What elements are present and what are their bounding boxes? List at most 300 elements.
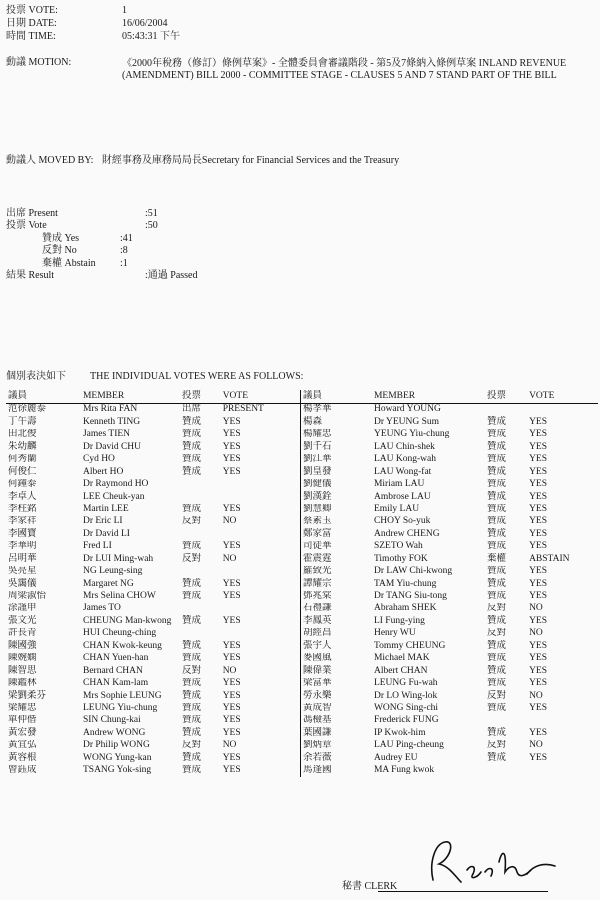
member-v1: 贊成 — [486, 503, 506, 514]
member-cn: 丁午壽 — [8, 416, 37, 427]
member-v1: 贊成 — [486, 578, 506, 589]
member-en: CHAN Kam-lam — [82, 678, 149, 689]
member-en: LAU Chin-shek — [373, 441, 435, 452]
member-v1: 贊成 — [181, 441, 201, 452]
member-v2: YES — [529, 752, 548, 763]
member-v2: YES — [529, 591, 548, 602]
votes-right-body — [301, 404, 599, 778]
table-row — [6, 690, 300, 702]
date-label: 日期 DATE: — [6, 18, 57, 29]
member-v1: 贊成 — [486, 653, 506, 664]
member-v1: 贊成 — [181, 578, 201, 589]
col-vote-en: VOTE — [221, 390, 300, 404]
member-cn: 陳婉嫻 — [8, 653, 37, 664]
member-en: Bernard CHAN — [82, 665, 143, 676]
col-vote-en: VOTE — [527, 390, 598, 404]
member-en: Mrs Rita FAN — [82, 404, 138, 415]
table-row — [6, 441, 300, 453]
member-v1: 贊成 — [181, 715, 201, 726]
member-v1: 贊成 — [181, 640, 201, 651]
member-en: LEE Cheuk-yan — [82, 491, 145, 502]
table-row — [301, 591, 599, 603]
member-v2: YES — [529, 566, 548, 577]
member-cn: 張宇人 — [303, 640, 332, 651]
member-cn: 吳亮星 — [8, 566, 37, 577]
member-v2: YES — [222, 454, 241, 465]
member-en: Howard YOUNG — [373, 404, 441, 415]
moved-by-value: 財經事務及庫務局局長Secretary for Financial Services and the Treasury — [101, 155, 400, 166]
motion-text: 《2000年稅務（修訂）條例草案》- 全體委員會審議階段 - 第5及7條納入條例草案 INLAND REVENUE (AMENDMENT) BILL 2000 - COMMITTEE STAGE - CLAUSES 5 AND 7 STAND PART OF THE BILL — [122, 58, 567, 81]
member-v1: 贊成 — [181, 765, 201, 776]
member-cn: 梁富華 — [303, 678, 332, 689]
table-row — [6, 752, 300, 764]
member-v2: ABSTAIN — [529, 553, 570, 564]
member-v1: 贊成 — [181, 653, 201, 664]
member-v1: 出席 — [181, 404, 201, 415]
member-cn: 劉炳章 — [303, 740, 332, 751]
member-cn: 單仲偕 — [8, 715, 37, 726]
member-v2: YES — [529, 479, 548, 490]
table-row — [301, 690, 599, 702]
member-v2: YES — [529, 702, 548, 713]
member-cn: 勞永樂 — [303, 690, 332, 701]
table-row — [6, 454, 300, 466]
member-v1: 贊成 — [486, 541, 506, 552]
table-row — [6, 740, 300, 752]
date-header — [0, 19, 600, 29]
member-cn: 吳靄儀 — [8, 578, 37, 589]
clerk-signature — [415, 832, 565, 892]
member-v2: YES — [222, 416, 241, 427]
member-en: Dr Philip WONG — [82, 740, 150, 751]
member-v2: NO — [222, 740, 237, 751]
member-v2: YES — [529, 441, 548, 452]
member-cn: 鄭家富 — [303, 528, 332, 539]
member-v2: YES — [222, 678, 241, 689]
member-v2: NO — [529, 603, 543, 614]
member-cn: 鄧兆棠 — [303, 591, 332, 602]
table-row — [6, 765, 300, 777]
member-v2: YES — [222, 640, 241, 651]
member-v2: YES — [529, 528, 548, 539]
table-row — [6, 715, 300, 727]
member-en: Albert CHAN — [373, 665, 428, 676]
member-en: Margaret NG — [82, 578, 134, 589]
member-v1: 贊成 — [486, 441, 506, 452]
member-v1: 贊成 — [181, 752, 201, 763]
individual-votes-en: THE INDIVIDUAL VOTES WERE AS FOLLOWS: — [90, 371, 304, 382]
member-cn: 黃宏發 — [8, 727, 37, 738]
member-en: LEUNG Yiu-chung — [82, 702, 158, 713]
member-v1: 贊成 — [486, 528, 506, 539]
member-v1: 贊成 — [486, 752, 506, 763]
member-v1 — [485, 715, 527, 727]
table-row — [301, 566, 599, 578]
member-en: MA Fung kwok — [373, 765, 435, 776]
table-row — [6, 615, 300, 627]
member-cn: 許長青 — [8, 628, 37, 639]
member-v1: 贊成 — [181, 429, 201, 440]
member-en: James TIEN — [82, 429, 131, 440]
member-en: Audrey EU — [373, 752, 418, 763]
vote-header — [0, 6, 600, 16]
member-cn: 麥國風 — [303, 653, 332, 664]
member-en: James TO — [82, 603, 121, 614]
table-row — [6, 566, 300, 578]
member-v2: YES — [222, 727, 241, 738]
member-v1: 贊成 — [486, 615, 506, 626]
table-row — [301, 504, 599, 516]
table-row — [6, 628, 300, 640]
member-cn: 劉慧卿 — [303, 503, 332, 514]
member-cn: 黃宜弘 — [8, 740, 37, 751]
member-v2 — [221, 628, 300, 640]
member-v2: YES — [222, 752, 241, 763]
table-row — [301, 765, 599, 777]
member-cn: 涂謹申 — [8, 603, 37, 614]
member-v2: YES — [222, 441, 241, 452]
member-en: IP Kwok-him — [373, 727, 426, 738]
member-v1: 贊成 — [486, 678, 506, 689]
time-label: 時間 TIME: — [6, 31, 56, 42]
member-v1: 反對 — [181, 553, 201, 564]
member-cn: 馬逢國 — [303, 765, 332, 776]
abstain-label: 棄權 Abstain — [42, 258, 96, 269]
member-en: Dr LUI Ming-wah — [82, 553, 154, 564]
member-v1 — [180, 566, 221, 578]
member-v2 — [527, 715, 598, 727]
votes-table-left — [6, 390, 300, 777]
member-v2: YES — [529, 466, 548, 477]
member-cn: 李家祥 — [8, 516, 37, 527]
table-row — [6, 653, 300, 665]
member-cn: 李卓人 — [8, 491, 37, 502]
member-v1: 贊成 — [486, 566, 506, 577]
table-row — [6, 703, 300, 715]
member-en: Dr LAW Chi-kwong — [373, 566, 453, 577]
member-en: Mrs Selina CHOW — [82, 591, 156, 602]
member-v2: YES — [222, 591, 241, 602]
table-header-row — [6, 390, 300, 404]
member-cn: 羅致光 — [303, 566, 332, 577]
member-cn: 呂明華 — [8, 553, 37, 564]
member-en: Tommy CHEUNG — [373, 640, 446, 651]
member-en: Emily LAU — [373, 503, 420, 514]
member-en: CHOY So-yuk — [373, 516, 431, 527]
member-en: Abraham SHEK — [373, 603, 437, 614]
member-v1: 反對 — [486, 690, 506, 701]
member-en: Michael MAK — [373, 653, 430, 664]
vote-number-label: 投票 VOTE: — [6, 5, 58, 16]
member-cn: 陳偉業 — [303, 665, 332, 676]
member-v2: YES — [529, 640, 548, 651]
member-cn: 黃容根 — [8, 752, 37, 763]
member-v1: 贊成 — [181, 615, 201, 626]
table-row — [6, 553, 300, 565]
member-cn: 胡經昌 — [303, 628, 332, 639]
table-row — [301, 553, 599, 565]
member-v1 — [180, 528, 221, 540]
individual-votes-heading — [6, 372, 406, 382]
table-row — [301, 678, 599, 690]
member-v1: 贊成 — [486, 727, 506, 738]
member-en: LAU Kong-wah — [373, 454, 436, 465]
member-en: Dr David CHU — [82, 441, 142, 452]
member-v2: YES — [222, 503, 241, 514]
time-header — [0, 32, 600, 42]
member-v2: PRESENT — [222, 404, 264, 415]
member-v1: 棄權 — [486, 553, 506, 564]
member-v1 — [485, 404, 527, 417]
member-cn: 陳國強 — [8, 640, 37, 651]
member-cn: 霍震霆 — [303, 553, 332, 564]
member-cn: 譚耀宗 — [303, 578, 332, 589]
table-row — [301, 703, 599, 715]
clerk-signature-line — [378, 891, 548, 892]
member-v1: 贊成 — [486, 702, 506, 713]
no-label: 反對 No — [42, 245, 77, 256]
result-label: 結果 Result — [6, 270, 55, 281]
member-en: Martin LEE — [82, 503, 129, 514]
table-row — [301, 603, 599, 615]
member-cn: 馮檢基 — [303, 715, 332, 726]
member-en: CHAN Kwok-keung — [82, 640, 162, 651]
member-v2 — [221, 566, 300, 578]
member-cn: 何秀蘭 — [8, 454, 37, 465]
member-v2: YES — [222, 466, 241, 477]
table-row — [6, 727, 300, 739]
member-v1: 贊成 — [181, 454, 201, 465]
member-en: SZETO Wah — [373, 541, 423, 552]
member-v2 — [221, 479, 300, 491]
member-en: LEUNG Fu-wah — [373, 678, 438, 689]
table-row — [6, 578, 300, 590]
member-v1: 贊成 — [181, 702, 201, 713]
member-en: Miriam LAU — [373, 479, 425, 490]
member-v2: YES — [529, 491, 548, 502]
member-v2: YES — [222, 429, 241, 440]
member-cn: 葉國謙 — [303, 727, 332, 738]
member-cn: 朱幼麟 — [8, 441, 37, 452]
member-v1: 反對 — [181, 516, 201, 527]
member-cn: 蔡素玉 — [303, 516, 332, 527]
votes-left-body — [6, 404, 300, 778]
member-cn: 劉千石 — [303, 441, 332, 452]
yes-label: 贊成 Yes — [42, 233, 80, 244]
member-v1: 反對 — [181, 665, 201, 676]
member-v1: 贊成 — [486, 454, 506, 465]
member-cn: 梁劉柔芬 — [8, 690, 47, 701]
member-v1: 贊成 — [486, 429, 506, 440]
table-row — [6, 466, 300, 478]
member-en: Dr Eric LI — [82, 516, 123, 527]
table-row — [6, 678, 300, 690]
member-cn: 陳鑑林 — [8, 678, 37, 689]
table-row — [6, 404, 300, 417]
table-row — [301, 466, 599, 478]
member-v2: YES — [222, 541, 241, 552]
member-en: Albert HO — [82, 466, 124, 477]
member-v1: 反對 — [486, 740, 506, 751]
member-v2: YES — [529, 503, 548, 514]
member-en: Dr David LI — [82, 528, 130, 539]
member-en: Ambrose LAU — [373, 491, 431, 502]
table-row — [6, 416, 300, 428]
member-en: Dr Raymond HO — [82, 479, 149, 490]
vote-number-value: 1 — [122, 5, 127, 16]
table-row — [301, 516, 599, 528]
member-v1: 贊成 — [486, 416, 506, 427]
member-cn: 梁耀忠 — [8, 702, 37, 713]
member-v1: 贊成 — [181, 541, 201, 552]
col-vote-cn: 投票 — [180, 390, 221, 404]
member-v2: NO — [529, 740, 543, 751]
member-v1: 贊成 — [486, 665, 506, 676]
table-row — [301, 653, 599, 665]
member-v1: 贊成 — [486, 479, 506, 490]
time-value: 05:43:31 下午 — [122, 31, 181, 42]
member-cn: 黃成智 — [303, 702, 332, 713]
member-v2: YES — [529, 454, 548, 465]
col-member-en: MEMBER — [372, 390, 485, 404]
member-cn: 田北俊 — [8, 429, 37, 440]
member-v2: NO — [222, 516, 237, 527]
member-en: HUI Cheung-ching — [82, 628, 157, 639]
vote-counts — [6, 209, 306, 289]
table-row — [301, 479, 599, 491]
table-row — [301, 727, 599, 739]
member-cn: 張文光 — [8, 615, 37, 626]
member-v2: YES — [222, 690, 241, 701]
table-row — [6, 603, 300, 615]
member-v1: 贊成 — [181, 591, 201, 602]
member-cn: 余若薇 — [303, 752, 332, 763]
vote-count-label: 投票 Vote — [6, 220, 47, 231]
member-v2: YES — [529, 727, 548, 738]
member-v2: NO — [529, 690, 543, 701]
member-en: Dr TANG Siu-tong — [373, 591, 447, 602]
member-v2: NO — [222, 553, 237, 564]
table-row — [6, 591, 300, 603]
member-v1: 贊成 — [486, 466, 506, 477]
member-cn: 石禮謙 — [303, 603, 332, 614]
member-en: Mrs Sophie LEUNG — [82, 690, 162, 701]
member-cn: 范徐麗泰 — [8, 404, 47, 415]
member-v1: 贊成 — [181, 727, 201, 738]
member-v1: 贊成 — [486, 491, 506, 502]
col-member-en: MEMBER — [81, 390, 180, 404]
table-row — [301, 404, 599, 417]
member-v2: YES — [222, 715, 241, 726]
individual-votes-cn: 個別表決如下 — [6, 371, 66, 382]
table-row — [6, 504, 300, 516]
member-cn: 李國寶 — [8, 528, 37, 539]
table-row — [301, 628, 599, 640]
member-v2: YES — [529, 429, 548, 440]
member-v1: 贊成 — [181, 678, 201, 689]
member-cn: 何鍾泰 — [8, 479, 37, 490]
table-header-row — [301, 390, 599, 404]
table-row — [301, 429, 599, 441]
member-en: YEUNG Yiu-chung — [373, 429, 450, 440]
member-en: CHEUNG Man-kwong — [82, 615, 172, 626]
table-row — [6, 665, 300, 677]
table-row — [6, 640, 300, 652]
member-cn: 何俊仁 — [8, 466, 37, 477]
member-en: CHAN Yuen-han — [82, 653, 149, 664]
member-v2: YES — [529, 653, 548, 664]
member-en: Fred LI — [82, 541, 112, 552]
table-row — [301, 578, 599, 590]
member-v1 — [180, 628, 221, 640]
member-v2: YES — [222, 653, 241, 664]
member-v1: 贊成 — [486, 640, 506, 651]
member-cn: 楊孝華 — [303, 404, 332, 415]
member-v1: 反對 — [486, 603, 506, 614]
member-en: Andrew WONG — [82, 727, 146, 738]
date-value: 16/06/2004 — [122, 18, 168, 29]
table-row — [301, 665, 599, 677]
abstain-value: :1 — [120, 258, 128, 269]
member-en: Andrew CHENG — [373, 528, 440, 539]
member-en: Cyd HO — [82, 454, 115, 465]
member-en: WONG Sing-chi — [373, 702, 439, 713]
table-row — [301, 441, 599, 453]
member-v1: 贊成 — [486, 591, 506, 602]
table-row — [6, 491, 300, 503]
table-row — [301, 640, 599, 652]
member-v2: YES — [529, 678, 548, 689]
motion-label: 動議 MOTION: — [6, 57, 72, 68]
member-en: Frederick FUNG — [373, 715, 439, 726]
member-v2: YES — [529, 541, 548, 552]
member-en: LI Fung-ying — [373, 615, 425, 626]
no-value: :8 — [120, 245, 128, 256]
member-v2: YES — [222, 615, 241, 626]
col-vote-cn: 投票 — [485, 390, 527, 404]
votes-table-right — [300, 390, 598, 777]
clerk-label: 秘書 CLERK — [342, 881, 398, 892]
member-en: TAM Yiu-chung — [373, 578, 437, 589]
member-v1: 贊成 — [181, 466, 201, 477]
member-en: Henry WU — [373, 628, 416, 639]
member-en: TSANG Yok-sing — [82, 765, 152, 776]
member-v1 — [485, 765, 527, 777]
member-v1: 反對 — [181, 740, 201, 751]
member-cn: 司徒華 — [303, 541, 332, 552]
member-v2: YES — [222, 578, 241, 589]
member-en: SIN Chung-kai — [82, 715, 141, 726]
col-member-cn: 議員 — [301, 390, 372, 404]
member-v2 — [527, 765, 598, 777]
table-row — [301, 715, 599, 727]
moved-by — [6, 156, 399, 166]
table-row — [301, 541, 599, 553]
member-v2 — [221, 491, 300, 503]
table-row — [301, 454, 599, 466]
member-v2: YES — [529, 416, 548, 427]
member-en: Timothy FOK — [373, 553, 428, 564]
moved-by-label: 動議人 MOVED BY: — [6, 155, 94, 166]
member-cn: 劉漢銓 — [303, 491, 332, 502]
member-v2: YES — [222, 702, 241, 713]
member-en: Dr LO Wing-lok — [373, 690, 438, 701]
member-v2 — [221, 528, 300, 540]
member-cn: 曾鈺成 — [8, 765, 37, 776]
member-v2 — [527, 404, 598, 417]
member-en: LAU Wong-fat — [373, 466, 432, 477]
member-v1: 贊成 — [181, 690, 201, 701]
